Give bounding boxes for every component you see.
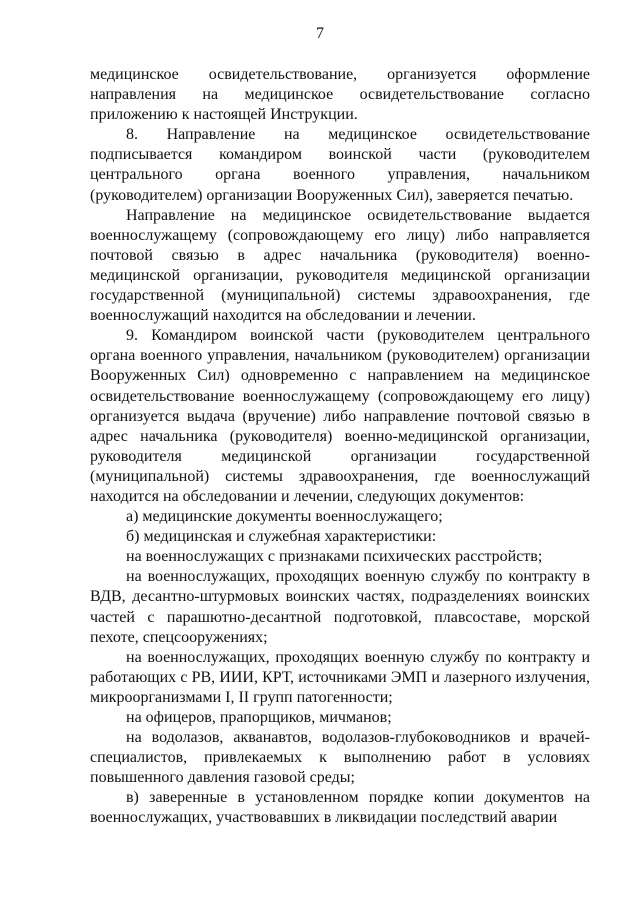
paragraph-item-9: 9. Командиром воинской части (руководителем центрального органа военного управления, начальником (руководителем) организации Вооруженных Сил) одновременно с направлением на медицинское освидетельствование военнослужащему (сопровождающему его лицу) организуется выдача (вручение) либо направление почтовой связью в адрес начальника (руководителя) военно-медицинской организации, руководителя медицинской организации государственной (муниципальной) системы здравоохранения, где военнослужащий находится на обследовании и лечении, следующих документов: [90,327,590,505]
paragraph: Направление на медицинское освидетельствование выдается военнослужащему (сопровождающему его лицу) либо направляется почтовой связью в адрес начальника (руководителя) военно-медицинской организации, руководителя медицинской организации государственной (муниципальной) системы здравоохранения, где военнослужащий находится на обследовании и лечении. [90,206,590,325]
list-item-v: в) заверенные в установленном порядке копии документов на военнослужащих, участвовавших в ликвидации последствий аварии [90,789,590,827]
list-subitem: на военнослужащих с признаками психических расстройств; [126,548,543,566]
list-item-b: б) медицинская и служебная характеристики: [126,528,437,546]
list-subitem: на водолазов, акванавтов, водолазов-глубоководников и врачей-специалистов, привлекаемых к выполнению работ в условиях повышенного давления газовой среды; [90,729,590,787]
list-subitem: на военнослужащих, проходящих военную службу по контракту и работающих с РВ, ИИИ, КРТ, источниками ЭМП и лазерного излучения, микроорганизмами I, II групп патогенности; [90,648,590,706]
document-body [90,65,590,829]
list-item-a: а) медицинские документы военнослужащего; [126,508,443,526]
page-number: 7 [316,25,324,42]
list-subitem: на офицеров, прапорщиков, мичманов; [126,709,392,726]
paragraph: медицинское освидетельствование, организуется оформление направления на медицинское освидетельствование согласно приложению к настоящей Инструкции. [90,66,590,124]
list-subitem: на военнослужащих, проходящих военную службу по контракту в ВДВ, десантно-штурмовых воинских частях, подразделениях воинских частей с парашютно-десантной подготовкой, плавсоставе, морской пехоте, спецсооружениях; [90,568,590,646]
paragraph-item-8: 8. Направление на медицинское освидетельствование подписывается командиром воинской части (руководителем центрального органа военного управления, начальником (руководителем) организации Вооруженных Сил), заверяется печатью. [90,126,590,204]
